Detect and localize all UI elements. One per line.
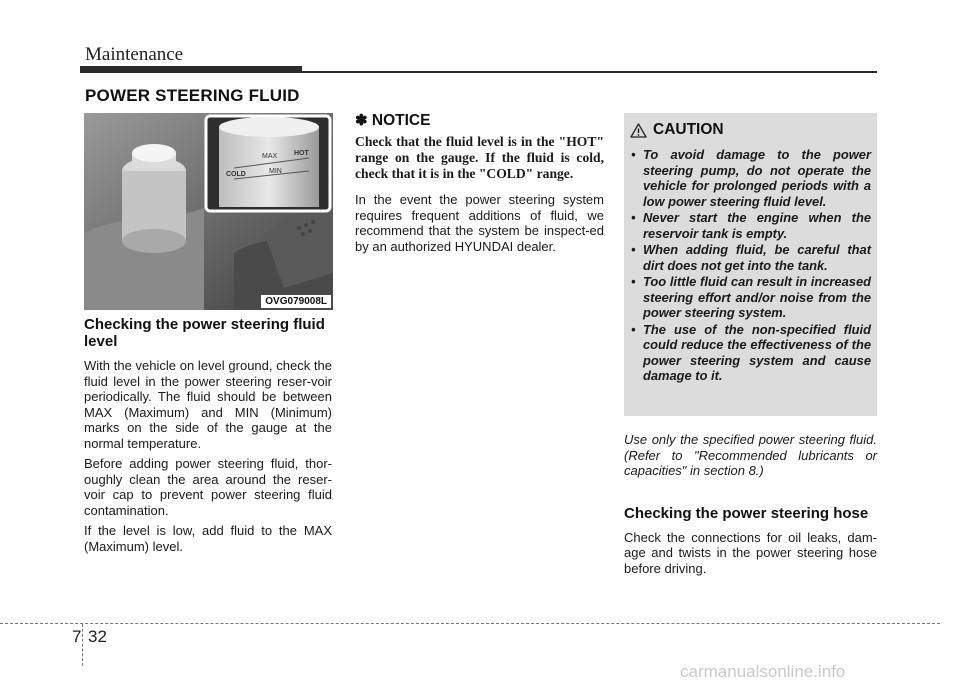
header-rule [302, 71, 877, 73]
gauge-label-cold: COLD [226, 171, 246, 178]
paragraph: With the vehicle on level ground, check the fluid level in the power steering reser-voir periodically. The fluid should be between MAX (Maximum) and MIN (Minimum) marks on the side of the gauge at the normal temperature. [84, 358, 332, 451]
gauge-label-hot: HOT [294, 150, 309, 157]
page-number: 32 [88, 627, 107, 646]
paragraph: Check the connections for oil leaks, dam-age and twists in the power steering hose before driving. [624, 529, 877, 576]
notice-heading [355, 111, 604, 130]
subheading-fluid-level: Checking the power steering fluid level [84, 316, 325, 350]
reservoir-illustration [84, 113, 333, 310]
reservoir-photo [84, 113, 333, 310]
caution-list [631, 147, 871, 385]
notice-bold-text: Check that the fluid level is in the "HOT" range on the gauge. If the fluid is cold, check that it is in the "COLD" range. [355, 134, 604, 181]
page-title: POWER STEERING FLUID [85, 86, 300, 105]
caution-box [624, 113, 877, 416]
right-column [624, 432, 877, 581]
caution-heading [630, 121, 724, 139]
notice-body: In the event the power steering system requires frequent additions of fluid, we recommend that the system be inspect-ed by an authorized HYUNDAI dealer. [355, 192, 604, 254]
list-item: • Too little fluid can result in increased steering effort and/or noise from the power steering system. [631, 274, 871, 320]
section-label: Maintenance [85, 44, 184, 65]
gauge-label-min: MIN [269, 168, 282, 175]
notice-column [355, 111, 604, 259]
caution-title: CAUTION [653, 121, 724, 138]
paragraph: If the level is low, add fluid to the MAX (Maximum) level. [84, 523, 332, 554]
footer-rule [0, 623, 940, 624]
paragraph: Before adding power steering fluid, thor-oughly clean the area around the reser-voir cap to prevent power steering fluid contamination. [84, 456, 332, 518]
gauge-label-max: MAX [262, 153, 278, 160]
header-bar [80, 66, 302, 73]
list-item: • Never start the engine when the reservoir tank is empty. [631, 210, 871, 241]
warning-triangle-icon [630, 123, 647, 138]
list-item: • When adding fluid, be careful that dirt does not get into the tank. [631, 242, 871, 273]
figure-code: OVG079008L [261, 295, 331, 308]
list-item: • To avoid damage to the power steering pump, do not operate the vehicle for prolonged periods with a low power steering fluid level. [631, 147, 871, 209]
notice-symbol-icon: ✽ [355, 112, 368, 129]
notice-title: NOTICE [371, 112, 431, 129]
left-column [84, 316, 332, 559]
footer-divider [82, 624, 83, 666]
subheading-hose: Checking the power steering hose [624, 504, 869, 522]
chapter-number: 7 [72, 627, 82, 646]
fluid-spec-note: Use only the specified power steering fluid. (Refer to "Recommended lubricants or capacities" in section 8.) [624, 432, 877, 478]
list-item: • The use of the non-specified fluid could reduce the effectiveness of the power steering system and cause damage to it. [631, 321, 871, 383]
watermark: carmanualsonline.info [680, 662, 846, 681]
